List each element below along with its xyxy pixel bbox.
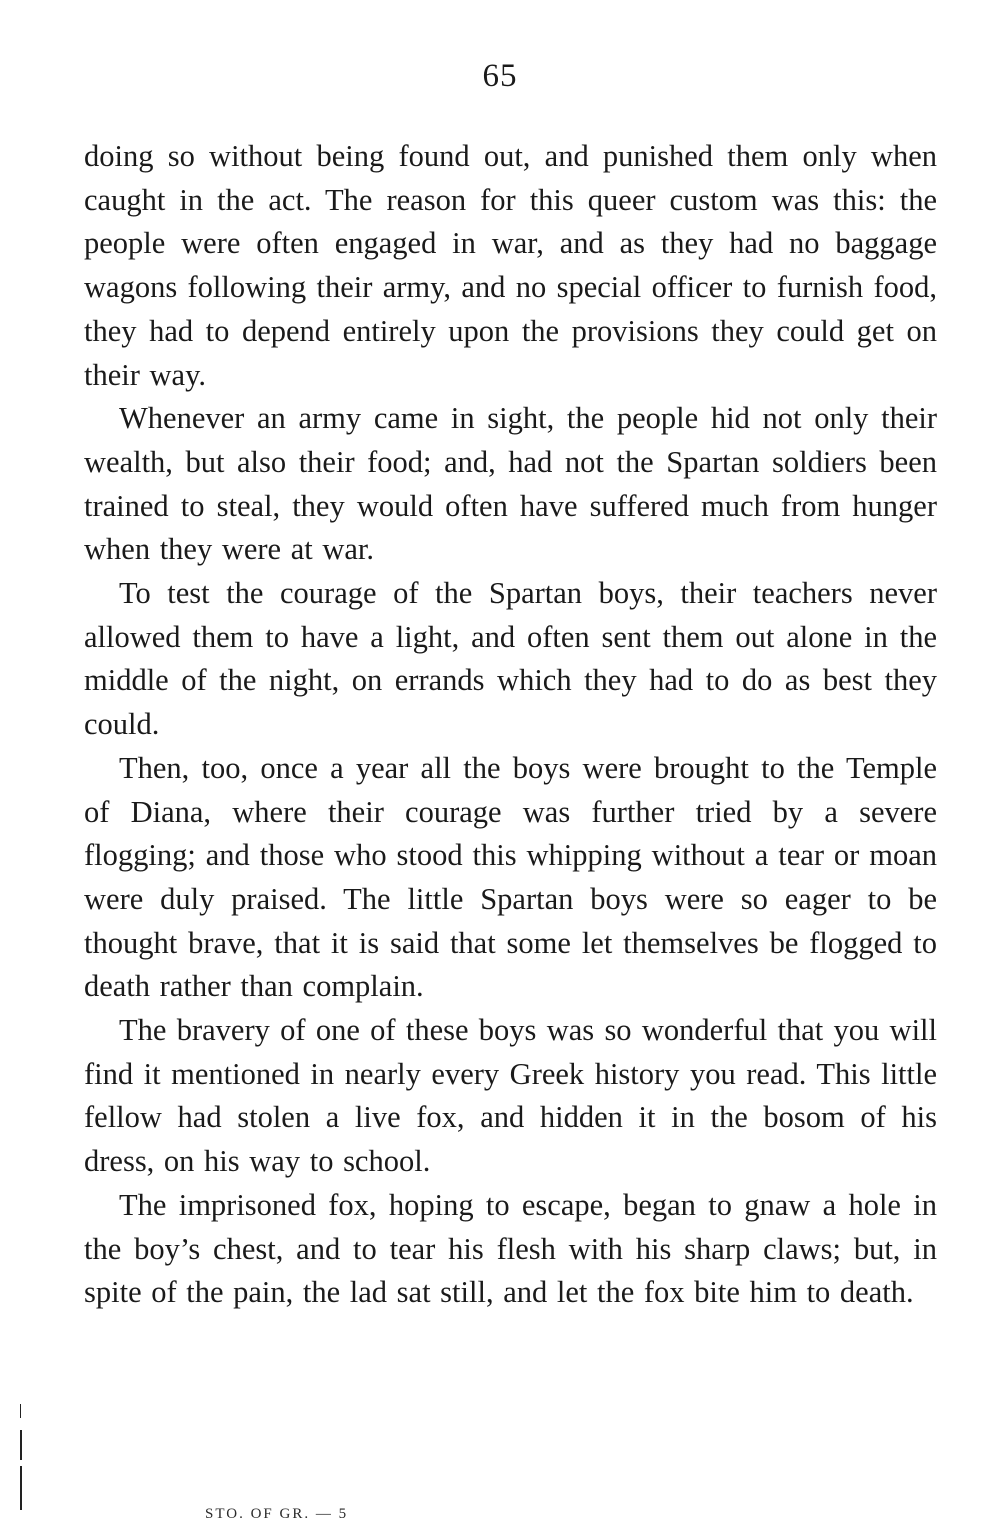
page-number: 65	[482, 58, 518, 94]
margin-rule	[20, 1404, 21, 1418]
paragraph-5: The bravery of one of these boys was so wonderful that you will find it mentioned in nearly every Greek history you read. This little fellow had stolen a live fox, and hidden it in the bosom of his dress, on his way to school.	[84, 1013, 937, 1179]
paragraph-3: To test the courage of the Spartan boys, their teachers never allowed them to have a light, and often sent them out alone in the middle of the night, on errands which they had to do as best they could.	[84, 576, 937, 742]
paragraph-4: Then, too, once a year all the boys were brought to the Temple of Diana, where their courage was further tried by a severe flogging; and those who stood this whipping without a tear or moan were duly praised. The little Spartan boys were so eager to be thought brave, that it is said that some let themselves be flogged to death rather than complain.	[84, 750, 937, 1004]
paragraph-2: Whenever an army came in sight, the people hid not only their wealth, but also their food; and, had not the Spartan soldiers been trained to steal, they would often have suffered much from hunger when they were at war.	[84, 401, 937, 567]
paragraph-1: doing so without being found out, and punished them only when caught in the act. The reason for this queer custom was this: the people were often engaged in war, and as they had no baggage wagons following their army, and no special officer to furnish food, they had to depend entirely upon the provisions they could get on their way.	[84, 139, 937, 392]
body-text	[84, 135, 937, 1315]
paragraph-6: The imprisoned fox, hoping to escape, began to gnaw a hole in the boy’s chest, and to tear his flesh with his sharp claws; but, in spite of the pain, the lad sat still, and let the fox bite him to death.	[84, 1187, 937, 1310]
margin-rule	[20, 1430, 22, 1460]
margin-rule	[20, 1466, 22, 1510]
footer-signature: STO. OF GR. — 5	[205, 1506, 349, 1521]
